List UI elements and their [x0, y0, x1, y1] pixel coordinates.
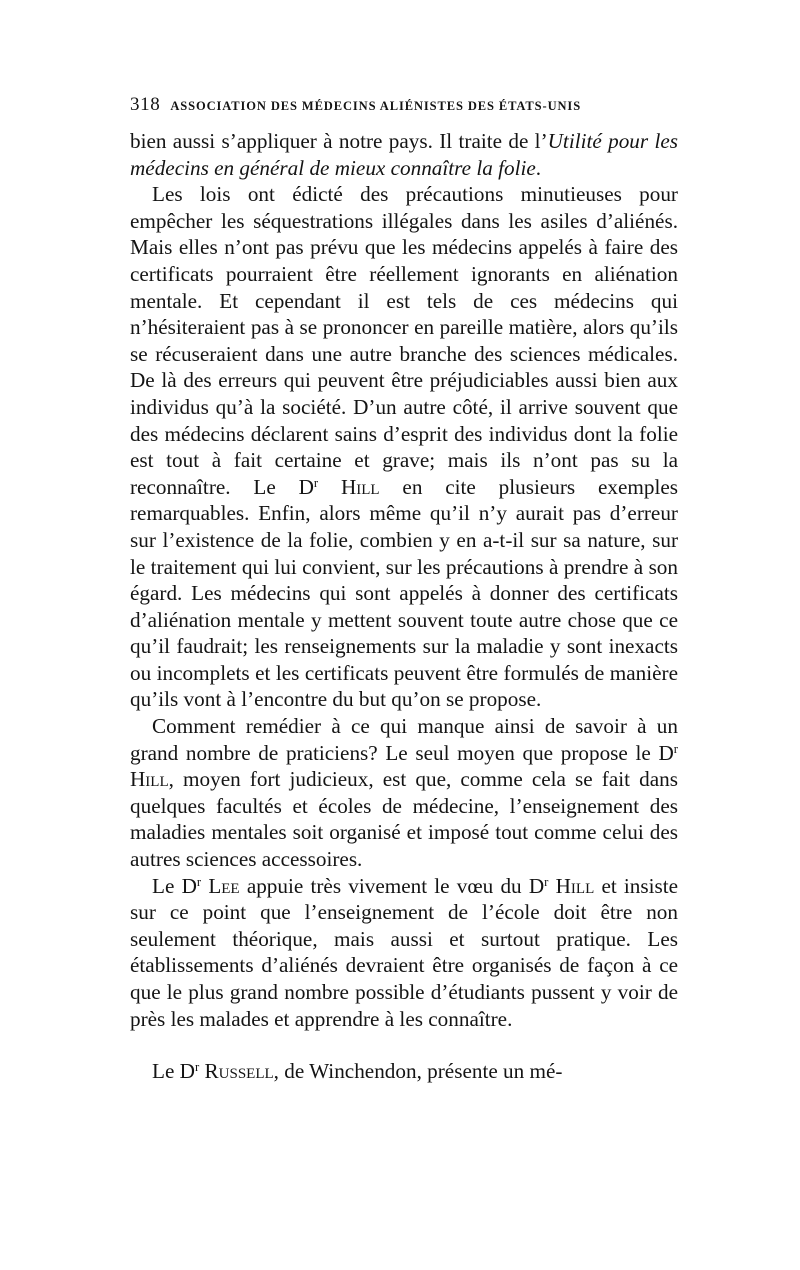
paragraph-3: [130, 713, 678, 873]
doctor-title: D: [181, 873, 197, 898]
paragraph-2-tail: en cite plusieurs exemples remarquables. Enfin, alors même qu’il n’y aurait pas d’erreur sur l’existence de la folie, combien y en a-t-il sur sa nature, sur le traitement qui lui convient, sur les précautions à prendre à son égard. Les médecins qui sont appelés à donner des certificats d’aliénation mentale y mettent souvent toute autre chose que ce qu’il faudrait; les renseignements sur la maladie y sont inexacts ou incomplets et les certificats peuvent être formulés de manière qu’ils vont à l’encontre du but qu’on se propose.: [130, 474, 678, 712]
paragraph-2-text: Les lois ont édicté des précautions minutieuses pour empêcher les séquestrations illégales dans les asiles d’aliénés. Mais elles n’ont pas prévu que les médecins appelés à faire des certificats pourraient être réellement ignorants en aliénation mentale. Et cependant il est tels de ces médecins qui n’hésiteraient pas à se prononcer en pareille matière, alors qu’ils se récuseraient dans une autre branche des sciences médicales. De là des erreurs qui peuvent être préjudiciables aussi bien aux individus qu’à la société. D’un autre côté, il arrive souvent que des médecins déclarent sains d’esprit des individus dont la folie est tout à fait certaine et grave; mais ils n’ont pas su la reconnaître. Le: [130, 182, 678, 499]
body-text: [130, 128, 678, 1085]
doctor-title-sup: r: [196, 874, 202, 889]
paragraph-1-tail: .: [535, 155, 542, 180]
paragraph-4: [130, 873, 678, 1033]
doctor-title: D: [658, 740, 674, 765]
person-name-hill: Hill: [130, 767, 169, 792]
book-page: [130, 94, 678, 1085]
paragraph-3-tail: , moyen fort judicieux, est que, comme cela se fait dans quelques facultés et écoles de médecine, l’enseignement des maladies mentales soit organisé et imposé tout comme celui des autres sciences accessoires.: [130, 767, 678, 872]
paragraph-5: [130, 1058, 678, 1085]
doctor-title-sup: r: [194, 1060, 200, 1075]
paragraph-1-italic-title: Utilité pour les médecins en général de mieux connaître la folie: [130, 129, 678, 180]
running-header: [130, 94, 678, 116]
paragraph-4-lead: Le: [152, 873, 175, 898]
doctor-title-sup: r: [673, 741, 679, 756]
paragraph-5-tail: , de Winchendon, présente un mé-: [273, 1059, 563, 1084]
doctor-title: D: [179, 1059, 195, 1084]
doctor-title: D: [298, 474, 314, 499]
paragraph-1-lead: bien aussi s’appliquer à notre pays. Il traite de l’: [130, 129, 548, 153]
person-name-hill: Hill: [555, 873, 595, 898]
doctor-title-sup: r: [544, 874, 549, 889]
paragraph-5-lead: Le: [152, 1059, 175, 1084]
page-number: 318: [130, 94, 161, 115]
person-name-russell: Russell: [204, 1059, 274, 1084]
person-name-lee: Lee: [208, 873, 240, 898]
paragraph-3-text: Comment remédier à ce qui manque ainsi de savoir à un grand nombre de praticiens? Le seul moyen que propose le: [130, 714, 678, 765]
paragraph-2: [130, 181, 678, 713]
paragraph-1: [130, 128, 678, 181]
paragraph-4-mid: appuie très vivement le vœu du: [246, 873, 522, 898]
doctor-title: D: [528, 873, 545, 898]
doctor-title-sup: r: [313, 475, 319, 490]
running-title: ASSOCIATION DES MÉDECINS ALIÉNISTES DES ÉTATS-UNIS: [170, 99, 582, 113]
person-name-hill: Hill: [340, 474, 380, 499]
paragraph-4-tail: et insiste sur ce point que l’enseignement de l’école doit être non seulement théorique, mais aussi et surtout pratique. Les établissements d’aliénés devraient être organisés de façon à ce que le plus grand nombre possible d’étudiants pussent y voir de près les malades et apprendre à les connaître.: [130, 873, 679, 1031]
